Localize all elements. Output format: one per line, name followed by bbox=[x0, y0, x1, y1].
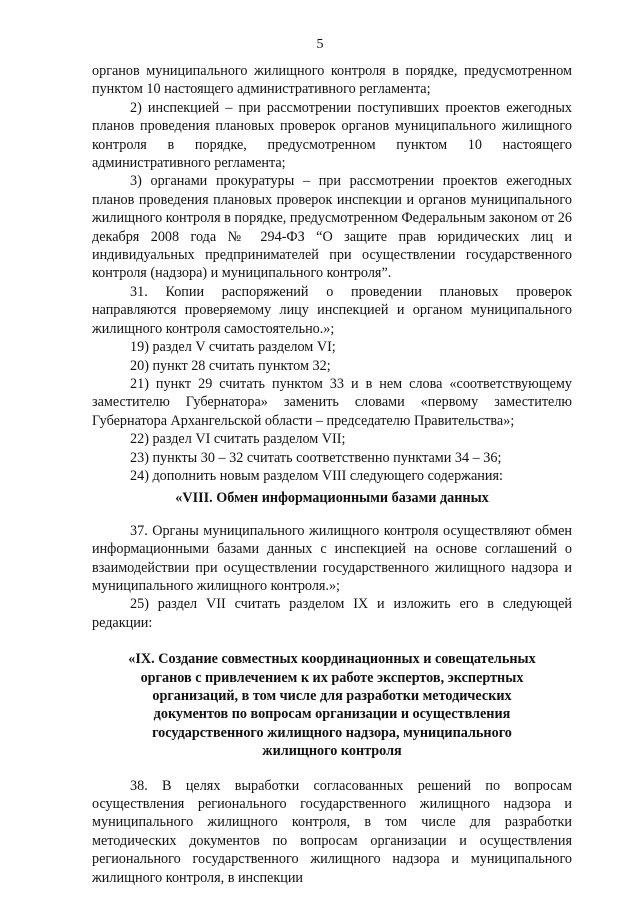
amendment-23: 23) пункты 30 – 32 считать соответственно пунктами 34 – 36; bbox=[130, 449, 502, 466]
amendment-22: 22) раздел VI считать разделом VII; bbox=[130, 431, 346, 448]
page-number: 5 bbox=[316, 37, 324, 52]
amendment-20: 20) пункт 28 считать пунктом 32; bbox=[130, 357, 331, 374]
amendment-25: 25) раздел VII считать разделом IX и изложить его в следующей редакции: bbox=[92, 596, 572, 631]
amendment-21: 21) пункт 29 считать пунктом 33 и в нем слова «соответствующему заместителю Губернатора» заменить словами «первому заместителю Губернатора Архангельской области – председателю Правительства»; bbox=[92, 375, 572, 429]
paragraph-38: 38. В целях выработки согласованных решений по вопросам осуществления регионального государственного жилищного надзора и муниципального жилищного контроля, в том числе для разработки методических документов по вопросам организации и осуществления регионального государственного жилищного надзора и муниципального жилищного контроля, в инспекции bbox=[92, 777, 572, 886]
document-body bbox=[92, 62, 572, 887]
paragraph-31: 31. Копии распоряжений о проведении плановых проверок направляются проверяемому лицу инспекцией и органом муниципального жилищного контроля самостоятельно.»; bbox=[92, 283, 572, 337]
section-viii-heading: «VIII. Обмен информационными базами данных bbox=[175, 490, 489, 507]
paragraph-item-3: 3) органами прокуратуры – при рассмотрении проектов ежегодных планов проведения плановых проверок инспекции и органов муниципального жилищного контроля в порядке, предусмотренном Федеральным законом от 26 декабря 2008 года № 294-ФЗ “О защите прав юридических лиц и индивидуальных предпринимателей при осуществлении государственного контроля (надзора) и муниципального контроля”. bbox=[92, 173, 572, 282]
section-ix-heading: «IX. Создание совместных координационных и совещательных органов с привлечением к их работе экспертов, экспертных организаций, в том числе для разработки методических документов по вопросам организации и осуществления государственного жилищного надзора, муниципального жилищного контроля bbox=[128, 651, 536, 760]
paragraph-continuation: органов муниципального жилищного контроля в порядке, предусмотренном пунктом 10 настоящего административного регламента; bbox=[92, 63, 572, 98]
amendment-19: 19) раздел V считать разделом VI; bbox=[130, 339, 336, 356]
paragraph-item-2: 2) инспекцией – при рассмотрении поступивших проектов ежегодных планов проведения плановых проверок органов муниципального жилищного контроля в порядке, предусмотренном пунктом 10 настоящего административного регламента; bbox=[92, 99, 572, 172]
paragraph-37: 37. Органы муниципального жилищного контроля осуществляют обмен информационными базами данных с инспекцией на основе соглашений о взаимодействии при осуществлении государственного жилищного надзора и муниципального жилищного контроля.»; bbox=[92, 522, 572, 594]
amendment-24: 24) дополнить новым разделом VIII следующего содержания: bbox=[130, 467, 503, 484]
